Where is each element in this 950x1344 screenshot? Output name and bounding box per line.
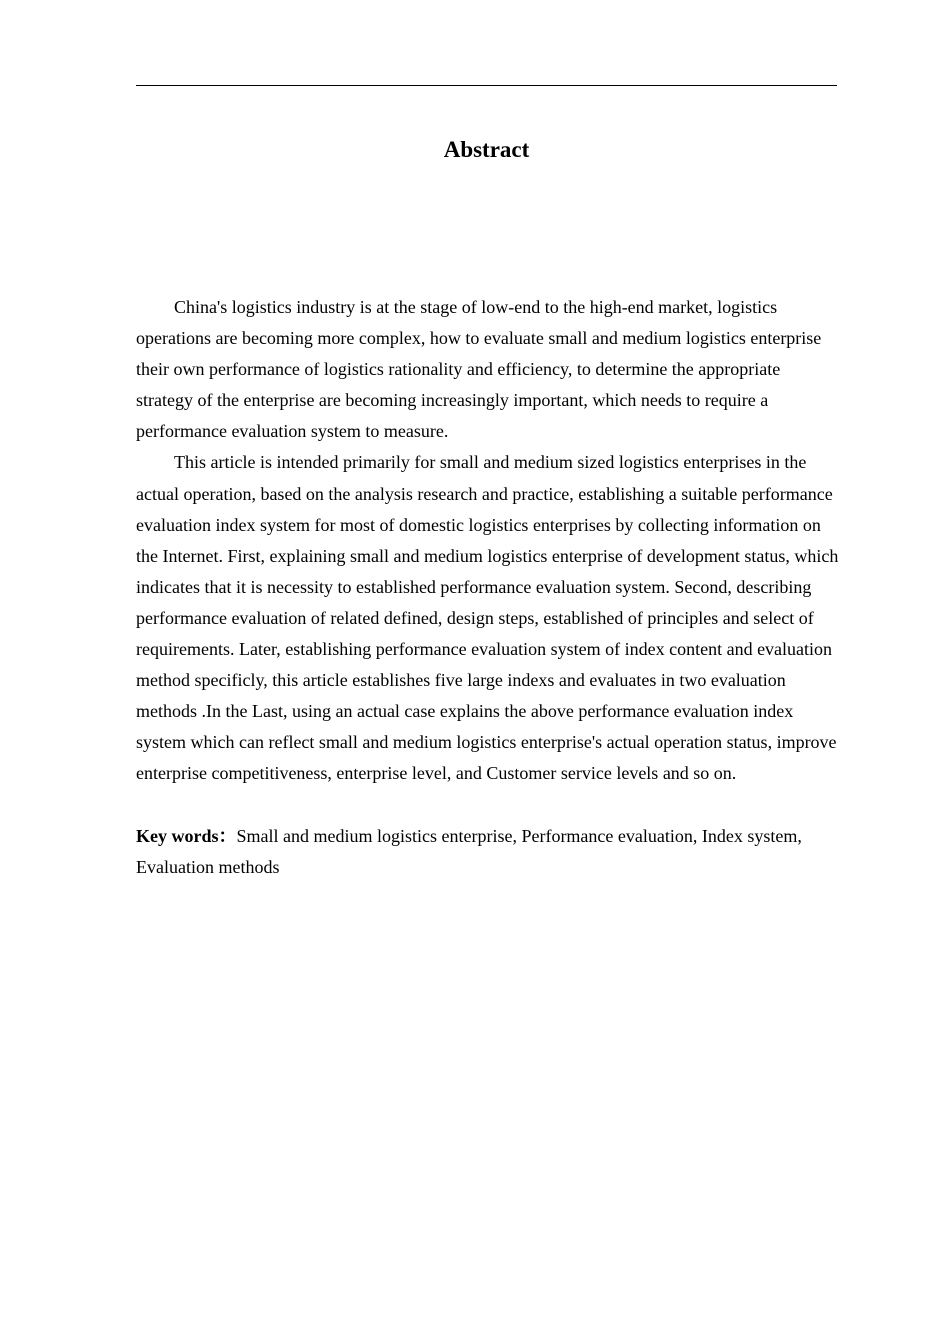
keywords-line	[136, 821, 841, 883]
page-title: Abstract	[443, 137, 530, 162]
keywords-label: Key words：	[136, 825, 237, 846]
keywords-text: Small and medium logistics enterprise, Performance evaluation, Index system, Evaluation methods	[136, 825, 802, 877]
abstract-paragraph: China's logistics industry is at the stage of low-end to the high-end market, logistics operations are becoming more complex, how to evaluate small and medium logistics enterprise their own performance of logistics rationality and efficiency, to determine the appropriate strategy of the enterprise are becoming increasingly important, which needs to require a performance evaluation system to measure.	[136, 297, 822, 442]
abstract-body	[136, 292, 841, 883]
abstract-paragraph: This article is intended primarily for small and medium sized logistics enterprises in the actual operation, based on the analysis research and practice, establishing a suitable performance evaluation index system for most of domestic logistics enterprises by collecting information on the Internet. First, explaining small and medium logistics enterprise of development status, which indicates that it is necessity to established performance evaluation system. Second, describing performance evaluation of related defined, design steps, established of principles and select of requirements. Later, establishing performance evaluation system of index content and evaluation method specificly, this article establishes five large indexs and evaluates in two evaluation methods .In the Last, using an actual case explains the above performance evaluation index system which can reflect small and medium logistics enterprise's actual operation status, improve enterprise competitiveness, enterprise level, and Customer service levels and so on.	[136, 452, 839, 784]
header-rule	[136, 85, 837, 86]
